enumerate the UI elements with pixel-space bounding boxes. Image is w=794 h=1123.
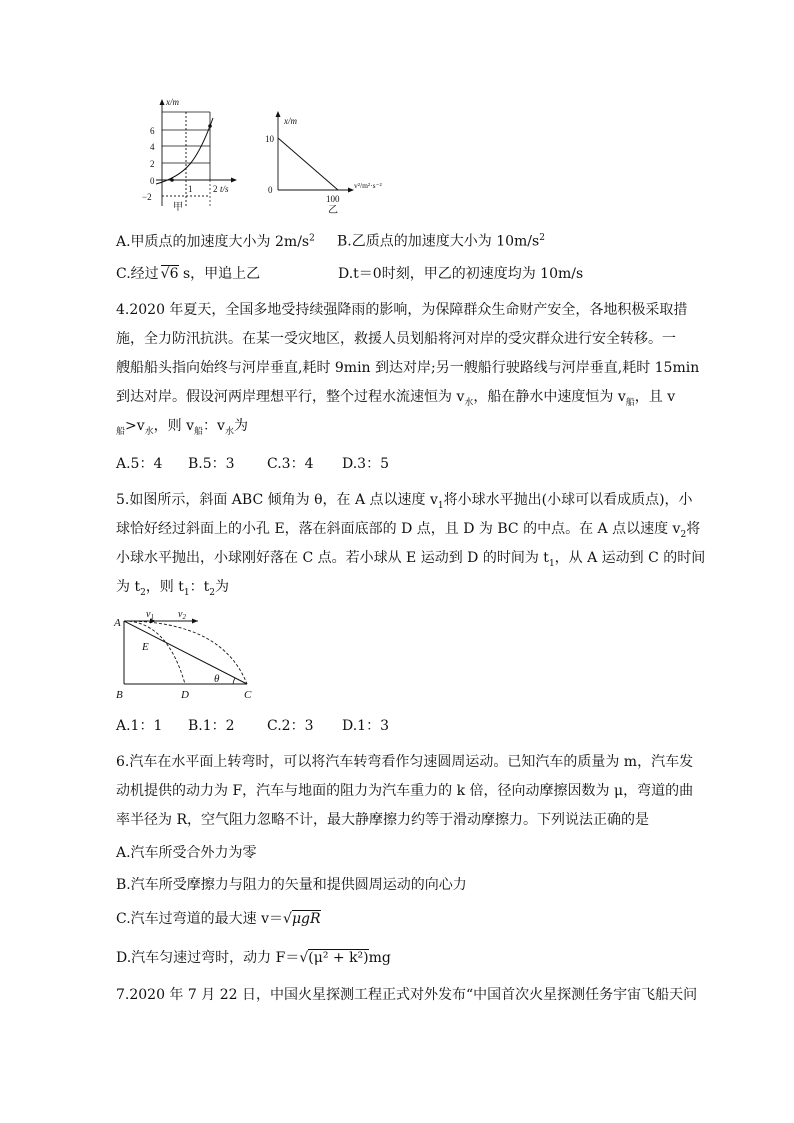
q5-options	[116, 717, 389, 735]
q5-label-c: C	[244, 689, 252, 701]
q6-option-d: D.汽车匀速过弯时，动力 F＝√(μ² + k²)mg	[116, 950, 391, 966]
q4-line-4: 到达对岸。假设河两岸理想平行，整个过程水流速恒为 $v_水$，船在静水中速度恒为 $v_船$，且 v	[116, 389, 676, 408]
q5-line-2: 球恰好经过斜面上的小孔 E，落在斜面底部的 D 点，且 D 为 BC 的中点。在 A 点以速度 $v_2$将	[116, 521, 701, 540]
q6-option-c: C.汽车过弯道的最大速 v＝√μgR	[116, 911, 321, 927]
figure-yi	[262, 110, 412, 216]
q4-options	[116, 455, 389, 473]
yi-xlabel: v²/m²·s⁻²	[354, 181, 382, 190]
q5-label-b: B	[116, 689, 123, 701]
q4-option-a: A.5：4	[116, 456, 163, 472]
q4-line-1: 4.2020 年夏天，全国多地受持续强降雨的影响，为保障群众生命财产安全，各地积极采取措	[116, 302, 688, 318]
yi-ytick-10: 10	[265, 134, 274, 144]
jia-point-1	[170, 178, 174, 182]
q5-option-d: D.1：3	[342, 718, 389, 734]
q6-line-1: 6.汽车在水平面上转弯时，可以将汽车转弯看作匀速圆周运动。已知汽车的质量为 m，汽车发	[116, 754, 694, 770]
q5-label-e: E	[142, 641, 149, 653]
jia-ylabel: x/m	[166, 97, 179, 107]
q4-line-3: 艘船船头指向始终与河岸垂直,耗时 9min 到达对岸;另一艘船行驶路线与河岸垂直,耗时 15min	[116, 360, 700, 376]
q7-line-1: 7.2020 年 7 月 22 日，中国火星探测工程正式对外发布“中国首次火星探测任务宇宙飞船天问	[116, 987, 698, 1003]
q5-trajectory-1	[124, 621, 185, 684]
yi-xtick-100: 100	[326, 194, 340, 204]
q4-option-b: B.5：3	[188, 456, 235, 472]
q3-options-row1	[116, 229, 545, 251]
q5-line-3: 小球水平抛出，小球刚好落在 C 点。若小球从 E 运动到 D 的时间为 $t_1$，从 A 运动到 C 的时间	[116, 550, 706, 569]
figure-jia	[138, 96, 243, 214]
q5-label-v1: $v_1$	[146, 609, 154, 621]
yi-caption: 乙	[328, 205, 338, 216]
q3-option-a: A.甲质点的加速度大小为 $2m/s^2$	[116, 233, 315, 250]
jia-xtick-2: 2	[213, 184, 218, 194]
q3-option-d: D.t＝0时刻，甲乙的初速度均为 10m/s	[338, 266, 584, 282]
jia-ytick-0: 0	[150, 176, 155, 186]
q4-option-d: D.3：5	[342, 456, 389, 472]
q5-figure	[112, 602, 272, 702]
q3-option-b: B.乙质点的加速度大小为 $10m/s^2$	[337, 233, 545, 250]
q6-option-a: A.汽车所受合外力为零	[116, 845, 257, 861]
jia-xlabel: t/s	[220, 184, 229, 194]
jia-ytick-2: 2	[150, 159, 155, 169]
q3-options-row2	[116, 265, 584, 283]
q5-line-4: 为 $t_2$，则 $t_1$：$t_2$为	[116, 579, 229, 598]
q4-option-c: C.3：4	[267, 456, 314, 472]
q5-label-a: A	[114, 617, 121, 629]
jia-ytick-4: 4	[150, 142, 155, 152]
jia-caption: 甲	[173, 202, 183, 213]
q4-line-2: 施，全力防汛抗洪。在某一受灾地区，救援人员划船将河对岸的受灾群众进行安全转移。一	[116, 331, 676, 347]
q6-option-b: B.汽车所受摩擦力与阻力的矢量和提供圆周运动的向心力	[116, 877, 467, 893]
q5-option-c: C.2：3	[267, 718, 314, 734]
q5-line-1: 5.如图所示，斜面 ABC 倾角为 θ，在 A 点以速度 $v_1$将小球水平抛出(小球可以看成质点)，小	[116, 492, 693, 511]
yi-ytick-0: 0	[268, 185, 273, 195]
yi-ylabel: x/m	[284, 116, 297, 126]
yi-line	[278, 138, 338, 190]
q3-option-c: C.经过 √6 s，甲追上乙	[116, 266, 261, 282]
q4-line-5: $_船>v_水$，则 $v_船$：$v_水$为	[116, 418, 248, 437]
q6-line-2: 动机提供的动力为 F，汽车与地面的阻力为汽车重力的 k 倍，径向动摩擦因数为 μ，弯道的曲	[116, 783, 694, 799]
q5-label-d: D	[181, 689, 189, 701]
jia-ytick-6: 6	[150, 126, 155, 136]
jia-ytick-neg2: −2	[142, 192, 152, 202]
q5-option-b: B.1：2	[188, 718, 235, 734]
jia-xtick-1: 1	[188, 184, 193, 194]
q6-line-3: 率半径为 R，空气阻力忽略不计，最大静摩擦力约等于滑动摩擦力。下列说法正确的是	[116, 812, 649, 828]
q5-label-v2: $v_2$	[178, 609, 186, 621]
jia-curve	[156, 118, 213, 184]
q5-label-theta: θ	[214, 673, 220, 685]
jia-point-2	[208, 124, 212, 128]
q5-option-a: A.1：1	[116, 718, 163, 734]
